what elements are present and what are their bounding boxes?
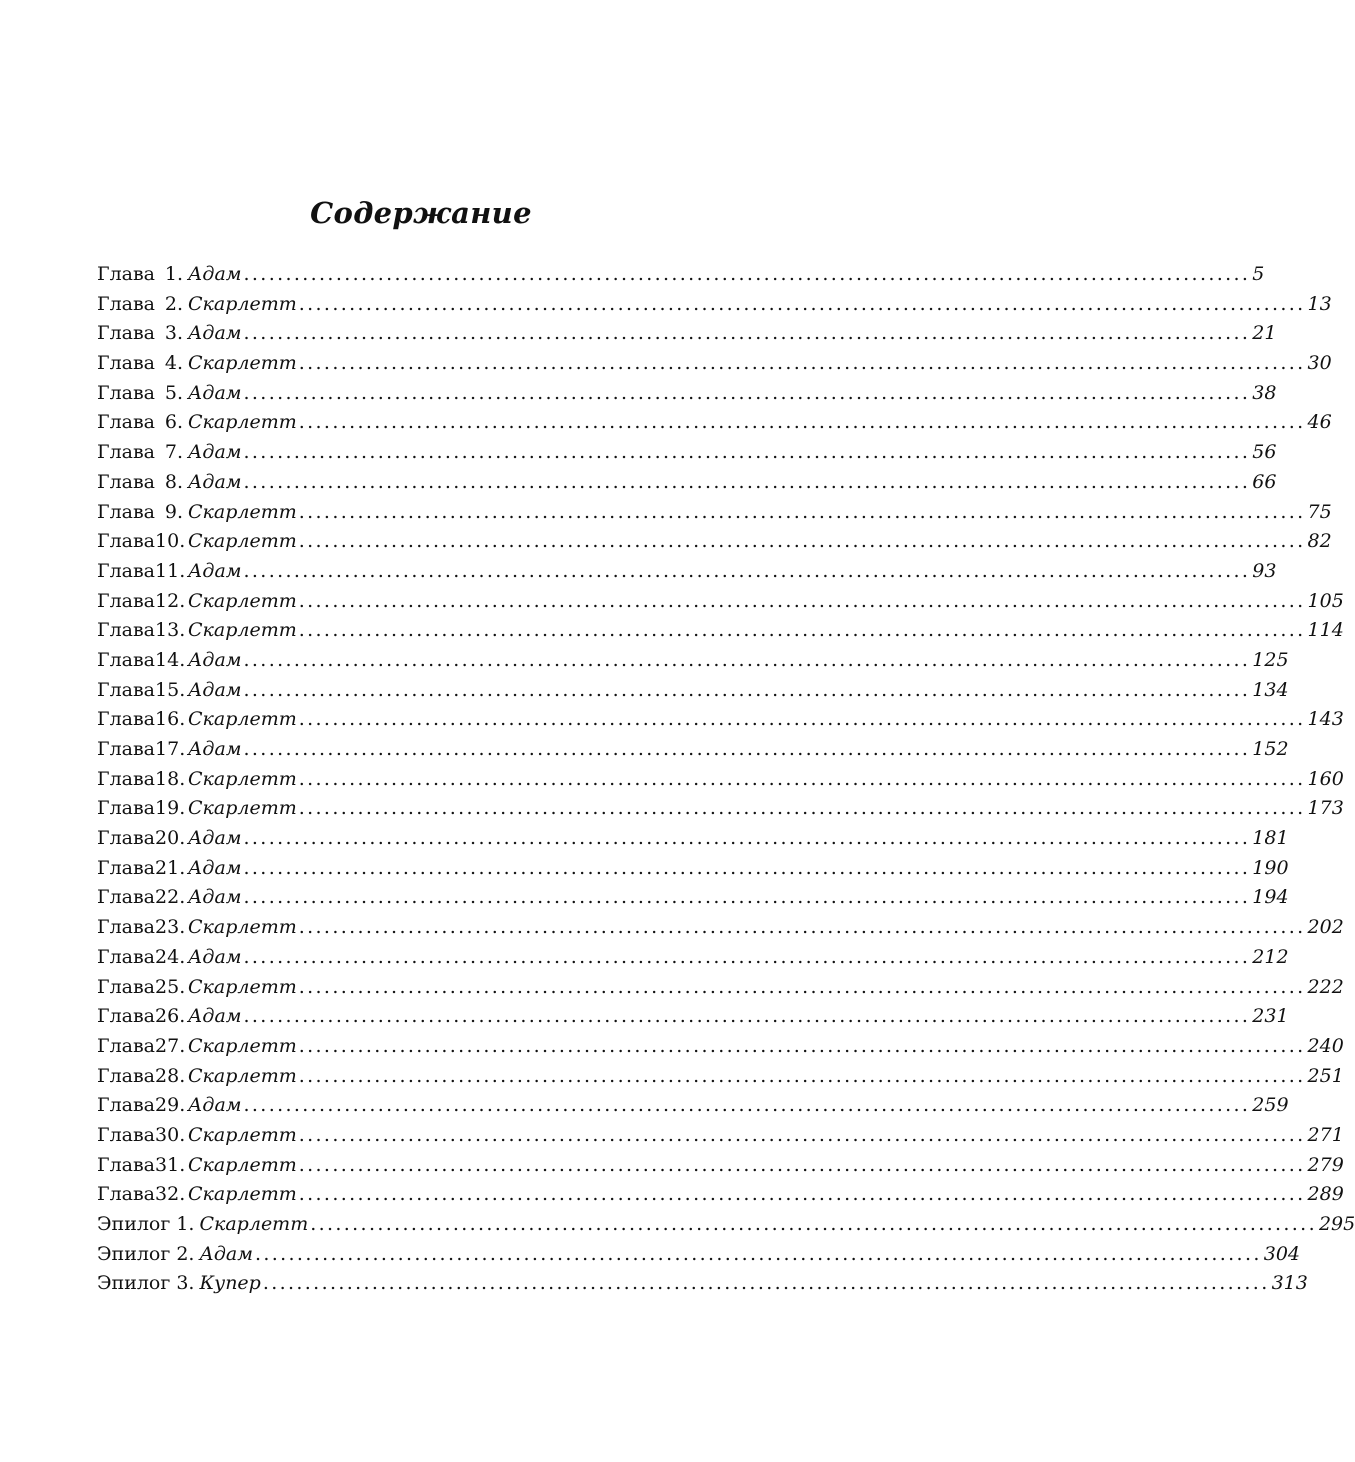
entry-page-number: 222 [1307,975,1344,998]
entry-prefix: Эпилог [97,1272,171,1295]
entry-label [97,349,183,379]
entry-page-number: 202 [1307,916,1344,939]
toc-entry [97,973,1344,1003]
toc-entry [97,527,1332,557]
page-title: Содержание [310,196,532,231]
entry-name: Скарлетт [188,1123,297,1146]
entry-label [97,973,186,1003]
entry-name: Скарлетт [188,619,297,642]
entry-prefix: Глава [97,1064,156,1087]
entry-name: Купер [199,1272,261,1295]
entry-label [97,1151,186,1181]
entry-prefix: Глава [97,945,156,968]
entry-name: Скарлетт [188,352,297,375]
entry-name: Адам [188,322,242,345]
dot-leader: ........................................................................................................................ [298,352,1306,375]
entry-label [97,260,183,290]
dot-leader: ........................................................................................................................ [243,322,1251,345]
entry-prefix: Глава [97,797,156,820]
entry-prefix: Глава [97,856,156,879]
entry-label [97,735,186,765]
toc-entry [97,824,1289,854]
entry-name: Адам [199,1242,253,1265]
entry-label [97,824,186,854]
toc-entry [97,1002,1289,1032]
dot-leader: ........................................................................................................................ [243,886,1251,909]
entry-page-number: 75 [1307,500,1332,523]
entry-number: 14. [155,648,186,671]
entry-page-number: 173 [1307,797,1344,820]
entry-label [97,1210,194,1240]
toc-entry [97,854,1289,884]
toc-entry [97,1062,1344,1092]
entry-name: Скарлетт [188,767,297,790]
entry-prefix: Глава [97,322,156,345]
entry-page-number: 143 [1307,708,1344,731]
entry-number: 5. [164,381,184,404]
toc-entry [97,557,1277,587]
entry-number: 21. [155,856,186,879]
toc-entry [97,468,1277,498]
entry-label [97,319,183,349]
entry-label [97,587,186,617]
entry-label [97,438,183,468]
toc-entry [97,1240,1300,1270]
entry-prefix: Глава [97,559,156,582]
entry-page-number: 152 [1252,738,1289,760]
dot-leader: ........................................................................................................................ [298,589,1306,612]
toc-entry [97,587,1344,617]
toc-entry [97,1121,1344,1151]
entry-name: Адам [188,263,242,285]
entry-label [97,1121,186,1151]
entry-label [97,1180,186,1210]
entry-name: Адам [188,648,242,671]
dot-leader: ........................................................................................................................ [243,827,1251,850]
entry-prefix: Глава [97,648,156,671]
entry-prefix: Эпилог [97,1213,171,1235]
entry-name: Адам [188,470,242,493]
entry-number: 8. [164,470,184,493]
entry-number: 13. [155,619,186,642]
entry-name: Скарлетт [188,530,297,553]
entry-name: Скарлетт [188,292,297,315]
entry-page-number: 30 [1307,352,1332,375]
toc-entry [97,943,1289,973]
entry-page-number: 194 [1252,886,1289,909]
dot-leader: ........................................................................................................................ [262,1272,1270,1295]
entry-name: Адам [188,441,242,464]
entry-prefix: Глава [97,530,156,553]
toc-entry [97,705,1344,735]
toc-entry [97,290,1332,320]
toc-entry [97,676,1289,706]
dot-leader: ........................................................................................................................ [243,263,1251,285]
entry-number: 28. [155,1064,186,1087]
entry-label [97,557,186,587]
dot-leader: ........................................................................................................................ [298,411,1306,434]
entry-name: Скарлетт [199,1213,309,1235]
entry-name: Адам [188,1094,242,1117]
entry-page-number: 212 [1252,945,1289,968]
entry-label [97,498,183,528]
entry-label [97,705,186,735]
entry-number: 20. [155,827,186,850]
entry-label [97,646,186,676]
entry-number: 31. [155,1153,186,1176]
dot-leader: ........................................................................................................................ [298,975,1306,998]
entry-page-number: 190 [1252,856,1289,879]
entry-page-number: 231 [1252,1005,1289,1028]
entry-number: 26. [155,1005,186,1028]
entry-number: 6. [164,411,184,434]
entry-label [97,527,186,557]
entry-prefix: Глава [97,767,156,790]
dot-leader: ........................................................................................................................ [298,708,1306,731]
entry-page-number: 21 [1252,322,1277,345]
dot-leader: ........................................................................................................................ [298,1064,1306,1087]
entry-label [97,794,186,824]
toc-entry [97,1032,1344,1062]
entry-prefix: Эпилог [97,1242,171,1265]
dot-leader: ........................................................................................................................ [243,738,1251,760]
entry-number: 16. [155,708,186,731]
entry-page-number: 304 [1263,1242,1300,1265]
dot-leader: ........................................................................................................................ [310,1213,1317,1235]
entry-number: 30. [155,1123,186,1146]
entry-number: 3. [164,322,184,345]
entry-label [97,468,183,498]
dot-leader: ........................................................................................................................ [298,500,1306,523]
entry-label [97,1032,186,1062]
entry-label [97,1002,186,1032]
entry-page-number: 46 [1307,411,1332,434]
entry-number: 1. [176,1213,195,1235]
dot-leader: ........................................................................................................................ [298,767,1306,790]
entry-name: Скарлетт [188,797,297,820]
entry-name: Адам [188,886,242,909]
entry-prefix: Глава [97,381,156,404]
entry-prefix: Глава [97,886,156,909]
entry-label [97,408,183,438]
entry-page-number: 66 [1252,470,1277,493]
toc-entry [97,349,1332,379]
entry-prefix: Глава [97,1094,156,1117]
entry-label [97,913,186,943]
table-of-contents [97,260,1355,1299]
toc-entry [97,883,1289,913]
entry-page-number: 56 [1252,441,1277,464]
dot-leader: ........................................................................................................................ [243,470,1251,493]
dot-leader: ........................................................................................................................ [298,619,1306,642]
entry-prefix: Глава [97,500,156,523]
entry-number: 29. [155,1094,186,1117]
entry-prefix: Глава [97,678,156,701]
toc-entry [97,498,1332,528]
entry-number: 19. [155,797,186,820]
entry-label [97,379,183,409]
entry-name: Скарлетт [188,1153,297,1176]
entry-number: 4. [164,352,184,375]
dot-leader: ........................................................................................................................ [243,1005,1251,1028]
entry-prefix: Глава [97,470,156,493]
toc-entry [97,319,1277,349]
entry-page-number: 240 [1307,1034,1344,1057]
entry-name: Адам [188,381,242,404]
entry-name: Скарлетт [188,1064,297,1087]
dot-leader: ........................................................................................................................ [298,292,1306,315]
entry-page-number: 93 [1252,559,1277,582]
entry-prefix: Глава [97,1005,156,1028]
entry-number: 3. [176,1272,195,1295]
entry-number: 25. [155,975,186,998]
entry-page-number: 114 [1307,619,1344,642]
entry-name: Адам [188,738,242,760]
entry-prefix: Глава [97,352,156,375]
entry-number: 27. [155,1034,186,1057]
entry-name: Скарлетт [188,1034,297,1057]
entry-prefix: Глава [97,619,156,642]
dot-leader: ........................................................................................................................ [298,1153,1306,1176]
toc-entry [97,379,1277,409]
dot-leader: ........................................................................................................................ [243,441,1251,464]
toc-entry [97,438,1277,468]
entry-label [97,765,186,795]
entry-prefix: Глава [97,1183,156,1206]
entry-label [97,854,186,884]
entry-page-number: 105 [1307,589,1344,612]
toc-entry [97,260,1265,290]
entry-name: Скарлетт [188,589,297,612]
entry-page-number: 279 [1307,1153,1344,1176]
entry-name: Адам [188,827,242,850]
entry-page-number: 160 [1307,767,1344,790]
entry-prefix: Глава [97,827,156,850]
entry-number: 2. [164,292,184,315]
dot-leader: ........................................................................................................................ [243,1094,1251,1117]
entry-prefix: Глава [97,589,156,612]
entry-name: Скарлетт [188,916,297,939]
entry-number: 2. [176,1242,195,1265]
toc-entry [97,1210,1355,1240]
entry-number: 1. [164,263,184,285]
toc-entry [97,646,1289,676]
dot-leader: ........................................................................................................................ [298,1123,1306,1146]
entry-prefix: Глава [97,738,156,760]
entry-page-number: 13 [1307,292,1332,315]
dot-leader: ........................................................................................................................ [243,945,1251,968]
entry-number: 32. [155,1183,186,1206]
dot-leader: ........................................................................................................................ [243,678,1251,701]
entry-name: Адам [188,945,242,968]
entry-page-number: 181 [1252,827,1289,850]
entry-number: 10. [155,530,186,553]
entry-page-number: 134 [1252,678,1289,701]
entry-label [97,1062,186,1092]
dot-leader: ........................................................................................................................ [298,916,1306,939]
entry-name: Скарлетт [188,708,297,731]
entry-number: 11. [155,559,186,582]
entry-label [97,943,186,973]
entry-label [97,883,186,913]
entry-page-number: 289 [1307,1183,1344,1206]
dot-leader: ........................................................................................................................ [243,381,1251,404]
toc-entry [97,913,1344,943]
entry-name: Скарлетт [188,411,297,434]
entry-page-number: 82 [1307,530,1332,553]
toc-entry [97,408,1332,438]
toc-entry [97,794,1344,824]
entry-label [97,676,186,706]
entry-number: 9. [164,500,184,523]
entry-number: 24. [155,945,186,968]
dot-leader: ........................................................................................................................ [243,559,1251,582]
entry-prefix: Глава [97,411,156,434]
entry-number: 22. [155,886,186,909]
entry-number: 23. [155,916,186,939]
entry-page-number: 271 [1307,1123,1344,1146]
entry-name: Адам [188,856,242,879]
entry-page-number: 251 [1307,1064,1344,1087]
entry-name: Скарлетт [188,500,297,523]
entry-name: Скарлетт [188,975,297,998]
entry-label [97,290,183,320]
entry-prefix: Глава [97,263,156,285]
entry-prefix: Глава [97,975,156,998]
toc-entry [97,1269,1308,1299]
entry-label [97,616,186,646]
entry-prefix: Глава [97,708,156,731]
dot-leader: ........................................................................................................................ [254,1242,1262,1265]
entry-prefix: Глава [97,1153,156,1176]
toc-entry [97,1180,1344,1210]
entry-page-number: 295 [1318,1213,1355,1235]
entry-prefix: Глава [97,292,156,315]
toc-entry [97,1151,1344,1181]
toc-entry [97,735,1289,765]
toc-entry [97,616,1344,646]
entry-label [97,1269,194,1299]
dot-leader: ........................................................................................................................ [243,648,1251,671]
entry-page-number: 313 [1271,1272,1308,1295]
dot-leader: ........................................................................................................................ [243,856,1251,879]
entry-page-number: 38 [1252,381,1277,404]
entry-name: Адам [188,559,242,582]
toc-entry [97,1091,1289,1121]
entry-name: Скарлетт [188,1183,297,1206]
entry-number: 17. [155,738,186,760]
toc-entry [97,765,1344,795]
entry-page-number: 125 [1252,648,1289,671]
entry-prefix: Глава [97,916,156,939]
entry-number: 12. [155,589,186,612]
entry-name: Адам [188,678,242,701]
dot-leader: ........................................................................................................................ [298,797,1306,820]
entry-number: 7. [164,441,184,464]
entry-label [97,1091,186,1121]
entry-page-number: 5 [1252,263,1265,285]
entry-name: Адам [188,1005,242,1028]
entry-prefix: Глава [97,441,156,464]
entry-prefix: Глава [97,1034,156,1057]
entry-number: 15. [155,678,186,701]
entry-page-number: 259 [1252,1094,1289,1117]
dot-leader: ........................................................................................................................ [298,1034,1306,1057]
dot-leader: ........................................................................................................................ [298,530,1306,553]
entry-label [97,1240,194,1270]
entry-prefix: Глава [97,1123,156,1146]
dot-leader: ........................................................................................................................ [298,1183,1306,1206]
entry-number: 18. [155,767,186,790]
